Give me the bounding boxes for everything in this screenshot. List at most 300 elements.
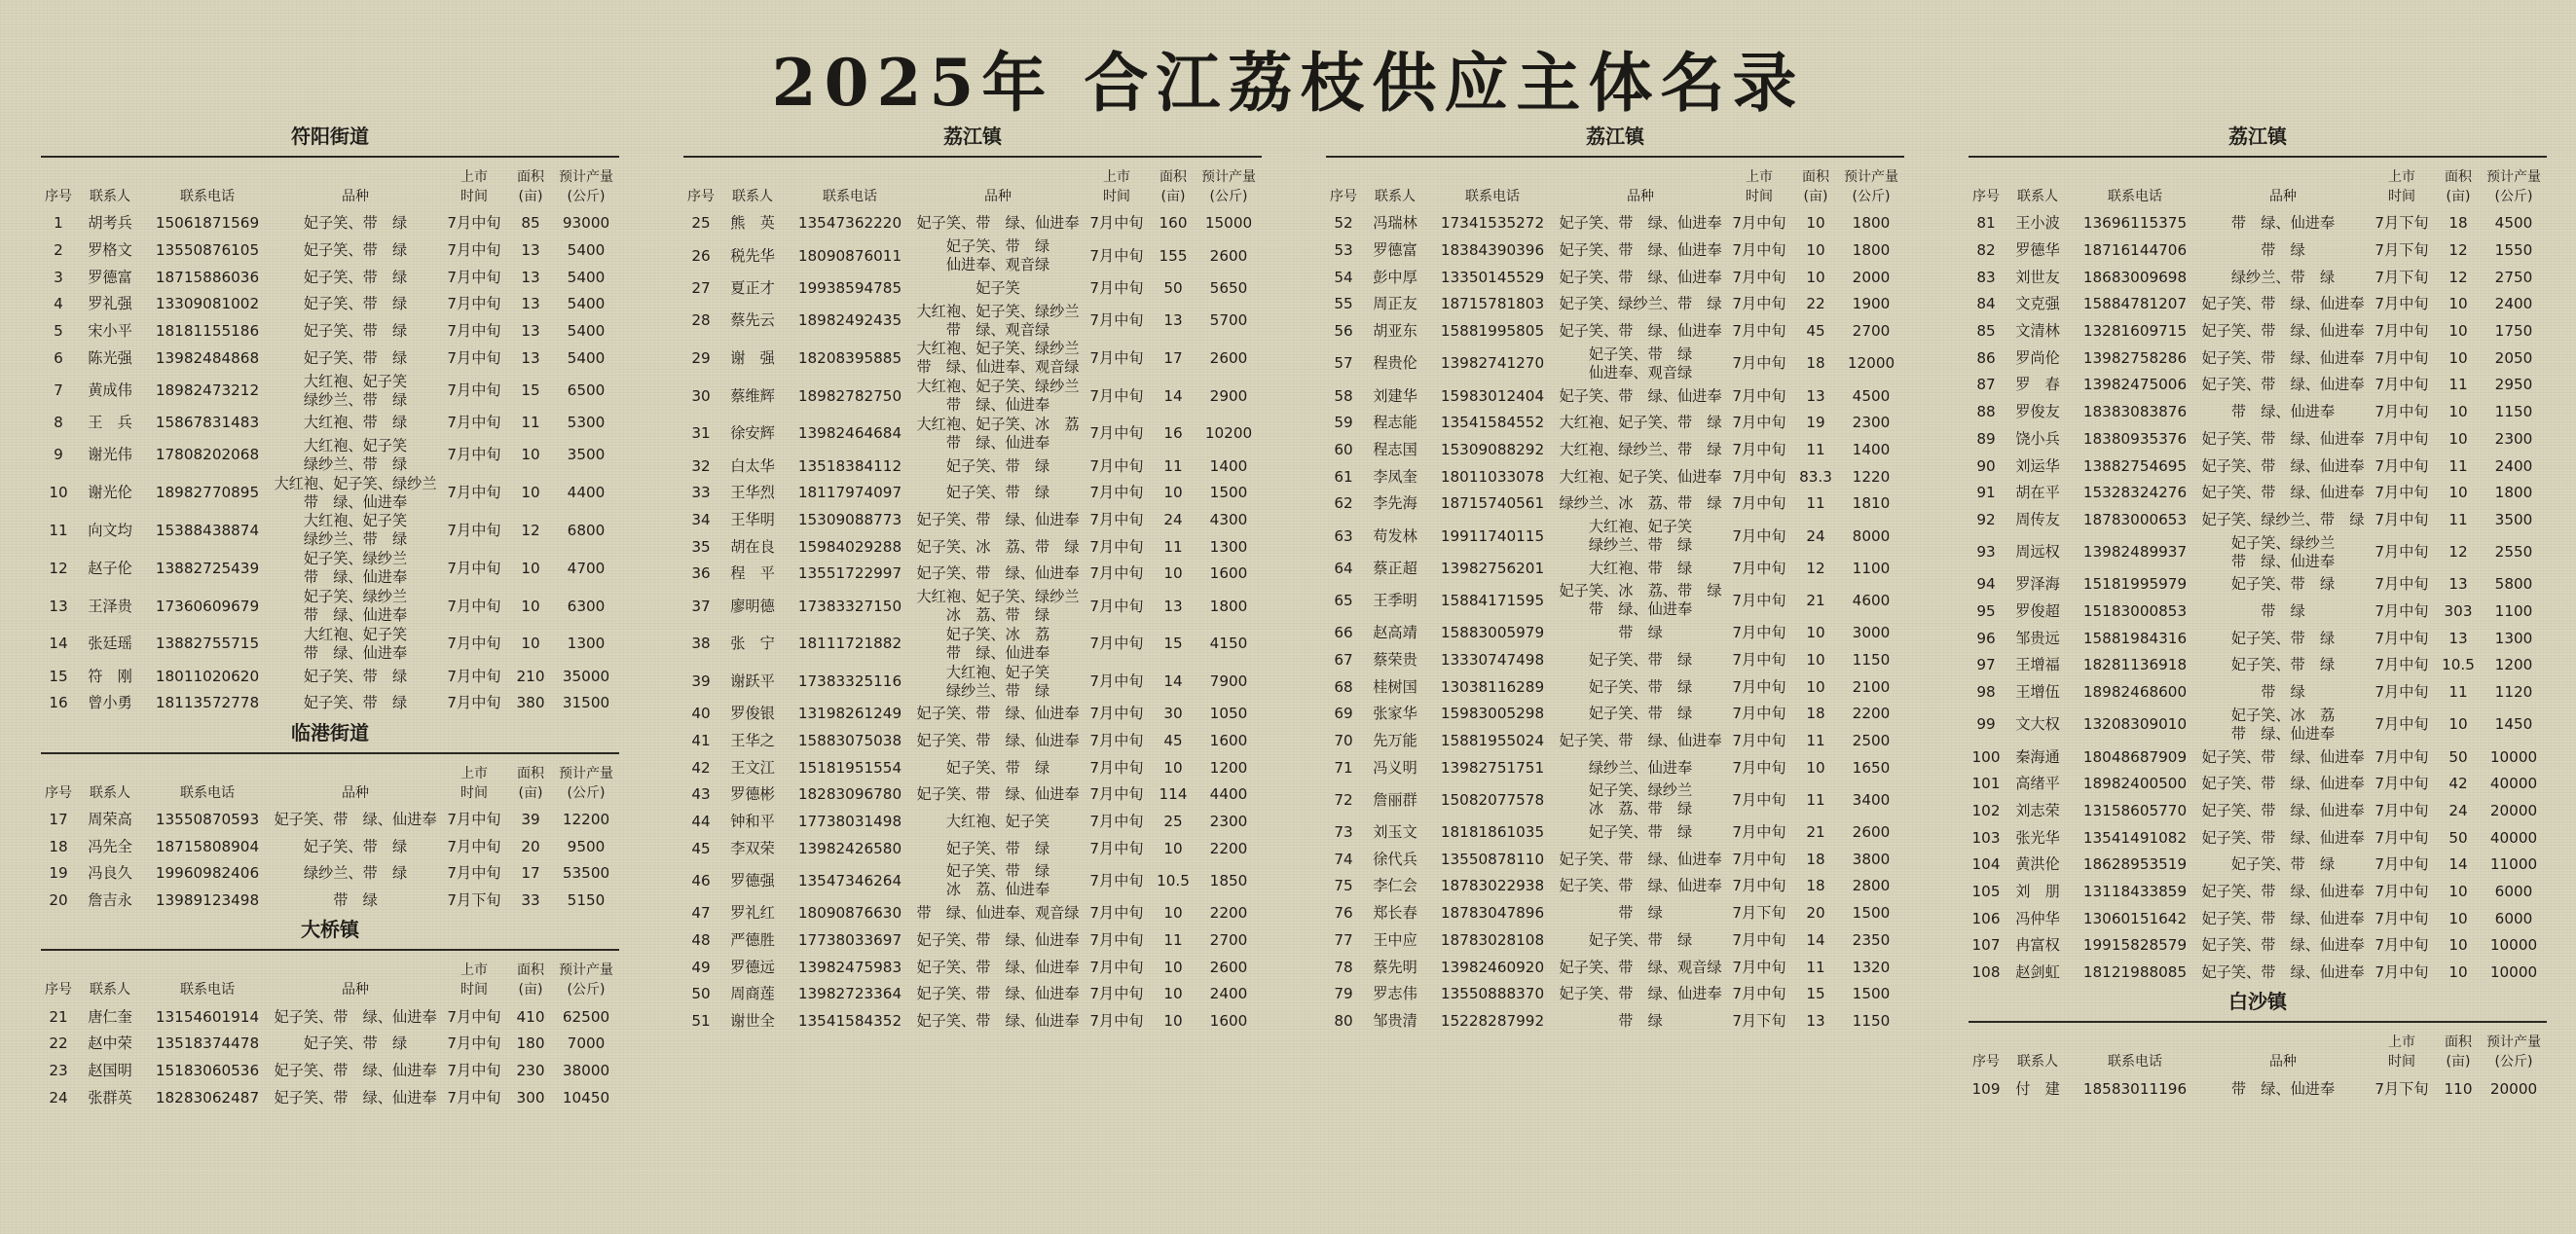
area-mu: 230 xyxy=(516,1062,545,1080)
page-title: 2025年 合江荔枝供应主体名录 xyxy=(771,45,1805,121)
contact-name: 谢世全 xyxy=(730,1011,775,1030)
contact-name: 白太华 xyxy=(730,456,775,475)
harvest-time: 7月下旬 xyxy=(2374,1079,2429,1098)
harvest-time: 7月中旬 xyxy=(1089,564,1144,583)
area-mu: 10 xyxy=(2448,936,2468,955)
contact-phone: 13982475983 xyxy=(797,958,902,976)
contact-name: 谢 强 xyxy=(730,348,775,367)
header-variety: 品种 xyxy=(1627,189,1654,204)
row-number: 56 xyxy=(1334,322,1353,341)
area-mu: 180 xyxy=(516,1034,545,1053)
table-row xyxy=(41,512,619,550)
harvest-time: 7月中旬 xyxy=(1732,877,1786,895)
area-mu: 24 xyxy=(1806,526,1825,545)
harvest-time: 7月中旬 xyxy=(1732,440,1786,458)
variety: 妃子笑、带 绿、仙进奉 xyxy=(274,810,437,828)
contact-phone: 18982782750 xyxy=(797,386,902,405)
header-harvest-time: 上市 时间 xyxy=(460,962,488,998)
area-mu: 21 xyxy=(1806,591,1825,609)
expected-output: 11000 xyxy=(2489,855,2538,874)
contact-name: 张群英 xyxy=(88,1088,132,1107)
area-mu: 18 xyxy=(1806,705,1825,723)
harvest-time: 7月中旬 xyxy=(1732,322,1786,341)
header-expected-output: 预计产量 (公斤) xyxy=(2486,169,2541,204)
harvest-time: 7月中旬 xyxy=(447,1062,501,1080)
contact-name: 赵子伦 xyxy=(88,559,132,577)
table-row xyxy=(1326,620,1904,647)
row-number: 44 xyxy=(691,813,711,831)
column-3 xyxy=(1326,121,1904,1034)
contact-name: 罗俊超 xyxy=(2015,602,2060,621)
contact-phone: 15181951554 xyxy=(797,758,902,777)
table-row xyxy=(1326,647,1904,674)
variety: 大红袍、妃子笑、绿纱兰 带 绿、仙进奉 xyxy=(274,474,437,511)
variety: 大红袍、绿纱兰、带 绿 xyxy=(1559,440,1722,458)
table-row xyxy=(41,807,619,834)
contact-phone: 19960982406 xyxy=(155,864,260,883)
contact-phone: 13982751751 xyxy=(1440,758,1545,777)
harvest-time: 7月中旬 xyxy=(1089,904,1144,923)
variety: 带 绿 xyxy=(1618,624,1663,642)
contact-name: 先万能 xyxy=(1373,731,1417,749)
contact-name: 刘世友 xyxy=(2015,268,2060,286)
contact-phone: 13541584352 xyxy=(797,1011,902,1030)
expected-output: 6500 xyxy=(567,381,606,399)
contact-name: 王文江 xyxy=(730,758,775,777)
variety: 妃子笑、带 绿、仙进奉 xyxy=(2201,747,2365,766)
expected-output: 2000 xyxy=(1852,268,1891,286)
variety: 妃子笑、带 绿、仙进奉 xyxy=(2201,376,2365,394)
variety: 妃子笑 xyxy=(975,278,1020,297)
table-row xyxy=(41,437,619,475)
contact-phone: 13989123498 xyxy=(155,890,260,909)
variety: 妃子笑、带 绿 xyxy=(303,694,408,712)
table-row xyxy=(1969,798,2547,825)
contact-phone: 18113572778 xyxy=(155,694,260,712)
row-number: 91 xyxy=(1976,484,1996,502)
table-row xyxy=(1969,625,2547,652)
table-row xyxy=(1326,437,1904,464)
variety: 妃子笑、带 绿、仙进奉 xyxy=(1559,214,1722,233)
contact-name: 蔡正超 xyxy=(1373,559,1417,577)
contact-phone: 13547362220 xyxy=(797,214,902,233)
contact-phone: 18281136918 xyxy=(2082,656,2188,674)
area-mu: 15 xyxy=(521,381,540,399)
contact-name: 向文均 xyxy=(88,521,132,539)
harvest-time: 7月中旬 xyxy=(2374,963,2429,982)
row-number: 84 xyxy=(1976,295,1996,313)
table-row xyxy=(683,728,1262,755)
harvest-time: 7月中旬 xyxy=(2374,575,2429,594)
expected-output: 1900 xyxy=(1852,295,1891,313)
area-mu: 14 xyxy=(1806,930,1825,949)
harvest-time: 7月中旬 xyxy=(1732,354,1786,373)
contact-name: 胡亚东 xyxy=(1373,322,1417,341)
harvest-time: 7月中旬 xyxy=(2374,348,2429,367)
expected-output: 5650 xyxy=(1209,278,1248,297)
row-number: 4 xyxy=(54,295,63,313)
row-number: 51 xyxy=(691,1011,711,1030)
area-mu: 13 xyxy=(1163,597,1183,615)
contact-phone: 13550876105 xyxy=(155,241,260,260)
expected-output: 12000 xyxy=(1847,354,1895,373)
contact-phone: 18384390396 xyxy=(1440,241,1545,260)
area-mu: 22 xyxy=(1806,295,1825,313)
contact-phone: 13118433859 xyxy=(2082,883,2188,900)
row-number: 106 xyxy=(1971,909,2001,927)
contact-name: 蔡先明 xyxy=(1373,958,1417,976)
table-header xyxy=(41,156,619,210)
expected-output: 53500 xyxy=(562,864,610,883)
section-1 xyxy=(41,717,619,915)
row-number: 20 xyxy=(49,890,68,909)
harvest-time: 7月中旬 xyxy=(1732,559,1786,577)
expected-output: 2600 xyxy=(1209,958,1248,976)
variety: 妃子笑、带 绿、仙进奉 xyxy=(2201,801,2365,819)
table-row xyxy=(1969,399,2547,426)
table-row xyxy=(1326,518,1904,556)
area-mu: 14 xyxy=(2448,855,2468,874)
harvest-time: 7月中旬 xyxy=(1089,758,1144,777)
area-mu: 10 xyxy=(1806,758,1825,777)
variety: 大红袍、妃子笑 xyxy=(945,813,1050,831)
contact-phone: 13982756201 xyxy=(1440,559,1545,577)
harvest-time: 7月中旬 xyxy=(1732,823,1786,842)
contact-phone: 13550878110 xyxy=(1440,850,1545,868)
table-row xyxy=(1969,480,2547,507)
header-area-mu: 面积 (亩) xyxy=(517,169,544,204)
expected-output: 3500 xyxy=(2494,510,2533,528)
contact-phone: 18583011196 xyxy=(2082,1079,2188,1098)
contact-phone: 13330747498 xyxy=(1440,650,1545,669)
variety: 大红袍、妃子笑 带 绿、仙进奉 xyxy=(303,625,408,662)
contact-name: 王季明 xyxy=(1373,591,1417,609)
expected-output: 7000 xyxy=(567,1034,606,1053)
contact-phone: 18683009698 xyxy=(2082,268,2188,286)
variety: 妃子笑、带 绿 xyxy=(303,1034,408,1053)
variety: 绿纱兰、冰 荔、带 绿 xyxy=(1559,494,1722,513)
area-mu: 11 xyxy=(1806,958,1825,976)
harvest-time: 7月中旬 xyxy=(1732,591,1786,609)
variety: 妃子笑、绿纱兰 带 绿、仙进奉 xyxy=(303,588,408,625)
harvest-time: 7月中旬 xyxy=(447,381,501,399)
expected-output: 1100 xyxy=(2494,602,2533,621)
header-contact-phone: 联系电话 xyxy=(180,784,235,801)
contact-name: 高绪平 xyxy=(2015,775,2060,793)
variety: 大红袍、妃子笑 绿纱兰、带 绿 xyxy=(303,436,408,473)
area-mu: 160 xyxy=(1159,214,1188,233)
area-mu: 50 xyxy=(1163,278,1183,297)
expected-output: 4600 xyxy=(1852,591,1891,609)
variety: 妃子笑、带 绿、仙进奉 xyxy=(916,731,1080,749)
area-mu: 110 xyxy=(2444,1079,2473,1098)
variety: 带 绿 xyxy=(1618,1011,1663,1030)
row-number: 109 xyxy=(1971,1079,2001,1098)
expected-output: 10000 xyxy=(2489,747,2538,766)
contact-name: 罗俊银 xyxy=(730,705,775,723)
harvest-time: 7月中旬 xyxy=(1732,241,1786,260)
table-row xyxy=(1326,819,1904,847)
row-number: 72 xyxy=(1334,790,1353,809)
expected-output: 7900 xyxy=(1209,672,1248,691)
area-mu: 45 xyxy=(1163,731,1183,749)
harvest-time: 7月中旬 xyxy=(447,484,501,502)
area-mu: 10 xyxy=(1806,268,1825,286)
harvest-time: 7月中旬 xyxy=(1089,311,1144,330)
row-number: 86 xyxy=(1976,348,1996,367)
contact-name: 王增福 xyxy=(2015,656,2060,674)
contact-phone: 13281609715 xyxy=(2082,322,2188,341)
table-row xyxy=(683,507,1262,534)
row-number: 5 xyxy=(54,322,63,341)
row-number: 26 xyxy=(691,246,711,265)
contact-phone: 17383325116 xyxy=(797,672,902,691)
table-row xyxy=(1969,852,2547,879)
row-number: 88 xyxy=(1976,403,1996,421)
variety: 妃子笑、带 绿、仙进奉 xyxy=(916,564,1080,583)
contact-phone: 13982741270 xyxy=(1440,354,1545,373)
contact-phone: 13982464684 xyxy=(797,424,902,443)
contact-phone: 18715740561 xyxy=(1440,494,1545,513)
area-mu: 50 xyxy=(2448,828,2468,847)
contact-name: 徐安辉 xyxy=(730,424,775,443)
row-number: 76 xyxy=(1334,904,1353,923)
area-mu: 24 xyxy=(2448,801,2468,819)
header-area-mu: 面积 (亩) xyxy=(517,765,544,801)
row-number: 39 xyxy=(691,672,711,691)
contact-phone: 18715781803 xyxy=(1440,295,1545,313)
row-number: 3 xyxy=(54,268,63,286)
table-row xyxy=(1969,571,2547,599)
area-mu: 30 xyxy=(1163,705,1183,723)
table-row xyxy=(683,701,1262,728)
header-row-number: 序号 xyxy=(1330,189,1357,204)
harvest-time: 7月中旬 xyxy=(447,268,501,286)
contact-phone: 18783047896 xyxy=(1440,904,1545,923)
area-mu: 10 xyxy=(521,484,540,502)
contact-name: 黄成伟 xyxy=(88,381,132,399)
header-row-number: 序号 xyxy=(45,784,72,801)
contact-name: 彭中厚 xyxy=(1373,268,1417,286)
contact-phone: 13198261249 xyxy=(797,705,902,723)
header-contact-phone: 联系电话 xyxy=(1465,189,1520,204)
variety: 绿纱兰、仙进奉 xyxy=(1588,758,1693,777)
harvest-time: 7月中旬 xyxy=(2374,747,2429,766)
variety: 妃子笑、带 绿、仙进奉 xyxy=(1559,985,1722,1003)
area-mu: 10 xyxy=(1163,985,1183,1003)
expected-output: 1800 xyxy=(2494,484,2533,502)
contact-name: 周正友 xyxy=(1373,295,1417,313)
area-mu: 10 xyxy=(2448,963,2468,982)
harvest-time: 7月中旬 xyxy=(447,559,501,577)
table-row xyxy=(683,588,1262,626)
area-mu: 21 xyxy=(1806,823,1825,842)
area-mu: 11 xyxy=(1163,537,1183,556)
area-mu: 210 xyxy=(516,667,545,685)
expected-output: 2900 xyxy=(1209,386,1248,405)
expected-output: 9500 xyxy=(567,837,606,855)
contact-name: 程贵伦 xyxy=(1373,354,1417,373)
row-number: 65 xyxy=(1334,591,1353,609)
expected-output: 1450 xyxy=(2494,715,2533,734)
row-number: 58 xyxy=(1334,386,1353,405)
variety: 妃子笑、带 绿 xyxy=(1588,677,1693,696)
expected-output: 1220 xyxy=(1852,467,1891,486)
variety: 妃子笑、带 绿、仙进奉 xyxy=(916,785,1080,804)
expected-output: 1800 xyxy=(1852,214,1891,233)
expected-output: 1600 xyxy=(1209,564,1248,583)
area-mu: 10 xyxy=(2448,295,2468,313)
harvest-time: 7月中旬 xyxy=(1089,871,1144,889)
table-row xyxy=(1326,264,1904,291)
area-mu: 13 xyxy=(1806,386,1825,405)
variety: 大红袍、带 绿 xyxy=(1588,559,1693,577)
variety: 大红袍、妃子笑 绿纱兰、带 绿 xyxy=(303,512,408,549)
contact-phone: 17383327150 xyxy=(797,597,902,615)
contact-phone: 13982723364 xyxy=(797,985,902,1003)
contact-phone: 18380935376 xyxy=(2082,429,2188,448)
variety: 妃子笑、冰 荔 带 绿、仙进奉 xyxy=(945,625,1050,662)
table-row xyxy=(1326,1008,1904,1035)
contact-name: 王华之 xyxy=(730,731,775,749)
contact-phone: 19938594785 xyxy=(797,278,902,297)
harvest-time: 7月中旬 xyxy=(2374,429,2429,448)
area-mu: 12 xyxy=(1806,559,1825,577)
expected-output: 20000 xyxy=(2489,801,2538,819)
harvest-time: 7月中旬 xyxy=(447,214,501,233)
row-number: 9 xyxy=(54,446,63,464)
area-mu: 10.5 xyxy=(2442,656,2475,674)
variety: 妃子笑、带 绿、仙进奉 xyxy=(2201,322,2365,341)
harvest-time: 7月中旬 xyxy=(1089,537,1144,556)
variety: 大红袍、妃子笑、仙进奉 xyxy=(1559,467,1722,486)
harvest-time: 7月中旬 xyxy=(1732,467,1786,486)
expected-output: 2700 xyxy=(1209,930,1248,949)
row-number: 98 xyxy=(1976,683,1996,702)
harvest-time: 7月中旬 xyxy=(1089,214,1144,233)
contact-name: 宋小平 xyxy=(88,322,132,341)
harvest-time: 7月中旬 xyxy=(1732,295,1786,313)
contact-phone: 13038116289 xyxy=(1440,677,1545,696)
area-mu: 10 xyxy=(2448,322,2468,341)
area-mu: 10 xyxy=(1163,1011,1183,1030)
table-row xyxy=(683,835,1262,862)
contact-name: 谢光伦 xyxy=(88,484,132,502)
row-number: 67 xyxy=(1334,650,1353,669)
header-harvest-time: 上市 时间 xyxy=(2388,169,2415,204)
header-expected-output: 预计产量 (公斤) xyxy=(559,765,613,801)
section-6 xyxy=(1969,986,2547,1103)
area-mu: 17 xyxy=(521,864,540,883)
harvest-time: 7月中旬 xyxy=(2374,602,2429,621)
harvest-time: 7月中旬 xyxy=(1732,386,1786,405)
table-row xyxy=(1969,453,2547,480)
row-number: 78 xyxy=(1334,958,1353,976)
header-harvest-time: 上市 时间 xyxy=(460,765,488,801)
variety: 妃子笑、绿纱兰、带 绿 xyxy=(2201,510,2365,528)
row-number: 6 xyxy=(54,348,63,367)
contact-phone: 13982460920 xyxy=(1440,958,1545,976)
row-number: 27 xyxy=(691,278,711,297)
expected-output: 1300 xyxy=(1209,537,1248,556)
harvest-time: 7月中旬 xyxy=(447,414,501,432)
variety: 妃子笑、绿纱兰 冰 荔、带 绿 xyxy=(1588,781,1693,818)
variety: 妃子笑、带 绿、仙进奉 xyxy=(274,1088,437,1107)
table-row xyxy=(1969,679,2547,707)
variety: 妃子笑、带 绿、仙进奉 xyxy=(274,1062,437,1080)
contact-phone: 18283062487 xyxy=(155,1088,260,1107)
column-1 xyxy=(41,121,619,1111)
area-mu: 11 xyxy=(2448,456,2468,475)
expected-output: 2600 xyxy=(1209,348,1248,367)
expected-output: 2500 xyxy=(1852,731,1891,749)
variety: 妃子笑、带 绿 xyxy=(303,268,408,286)
table-row xyxy=(683,862,1262,900)
variety: 妃子笑、带 绿、仙进奉 xyxy=(2201,775,2365,793)
harvest-time: 7月中旬 xyxy=(447,810,501,828)
harvest-time: 7月中旬 xyxy=(447,295,501,313)
row-number: 74 xyxy=(1334,850,1353,868)
contact-phone: 18111721882 xyxy=(797,635,902,653)
variety: 带 绿 xyxy=(1618,904,1663,923)
table-row xyxy=(683,1008,1262,1035)
table-row xyxy=(683,900,1262,927)
table-row xyxy=(1326,673,1904,701)
variety: 带 绿、仙进奉 xyxy=(2230,1079,2336,1098)
area-mu: 14 xyxy=(1163,672,1183,691)
row-number: 96 xyxy=(1976,629,1996,647)
variety: 妃子笑、带 绿 xyxy=(2230,575,2336,594)
variety: 妃子笑、带 绿 xyxy=(1588,823,1693,842)
row-number: 46 xyxy=(691,871,711,889)
contact-phone: 15881984316 xyxy=(2082,629,2188,647)
row-number: 13 xyxy=(49,597,68,615)
contact-phone: 17341535272 xyxy=(1440,214,1545,233)
variety: 带 绿 xyxy=(2261,683,2305,702)
expected-output: 8000 xyxy=(1852,526,1891,545)
contact-phone: 18117974097 xyxy=(797,484,902,502)
contact-name: 蔡先云 xyxy=(730,311,775,330)
row-number: 14 xyxy=(49,635,68,653)
row-number: 77 xyxy=(1334,930,1353,949)
contact-name: 邹贵远 xyxy=(2015,629,2060,647)
row-number: 79 xyxy=(1334,985,1353,1003)
row-number: 36 xyxy=(691,564,711,583)
contact-phone: 18383083876 xyxy=(2082,403,2188,421)
row-number: 68 xyxy=(1334,677,1353,696)
contact-phone: 18181155186 xyxy=(155,322,260,341)
harvest-time: 7月中旬 xyxy=(2374,828,2429,847)
row-number: 63 xyxy=(1334,526,1353,545)
expected-output: 1800 xyxy=(1852,241,1891,260)
area-mu: 12 xyxy=(2448,543,2468,562)
contact-name: 苟发林 xyxy=(1373,526,1417,545)
expected-output: 1150 xyxy=(2494,403,2533,421)
area-mu: 85 xyxy=(521,214,540,233)
header-variety: 品种 xyxy=(342,784,369,801)
variety: 妃子笑、带 绿 xyxy=(2230,629,2336,647)
row-number: 94 xyxy=(1976,575,1996,594)
contact-name: 罗德彬 xyxy=(730,785,775,804)
contact-phone: 17360609679 xyxy=(155,597,260,615)
expected-output: 2200 xyxy=(1852,705,1891,723)
contact-phone: 18716144706 xyxy=(2082,241,2188,260)
header-area-mu: 面积 (亩) xyxy=(2445,169,2472,204)
contact-name: 李仁会 xyxy=(1373,877,1417,895)
harvest-time: 7月中旬 xyxy=(447,1007,501,1026)
variety: 妃子笑、带 绿 xyxy=(303,348,408,367)
harvest-time: 7月中旬 xyxy=(1732,705,1786,723)
